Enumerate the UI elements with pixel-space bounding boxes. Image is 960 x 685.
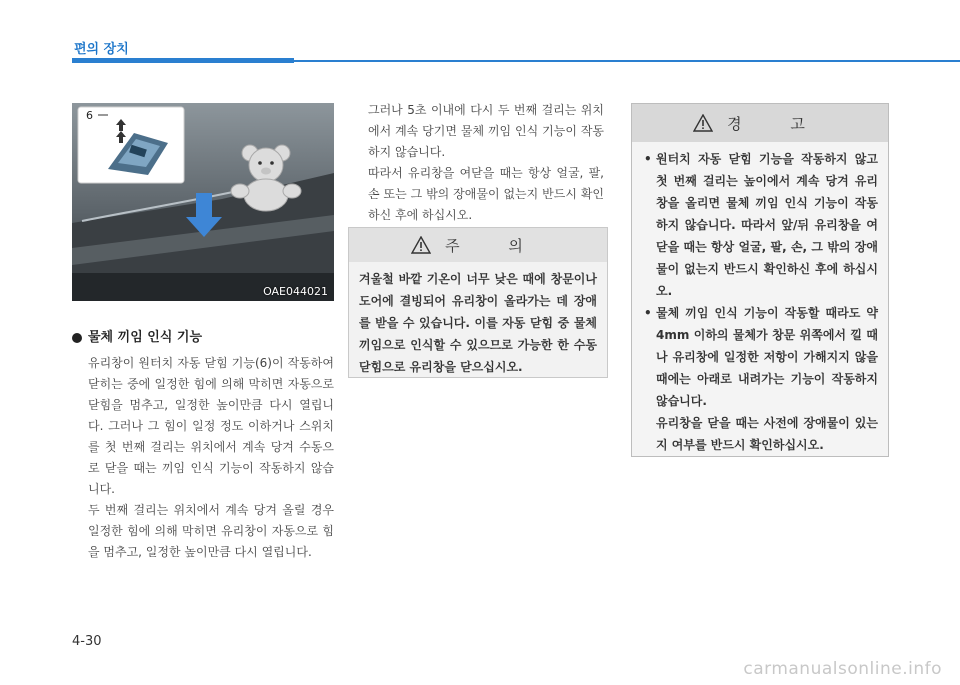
figure-code: OAE044021 bbox=[263, 285, 328, 298]
body-paragraph: 유리창이 원터치 자동 닫힘 기능(6)이 작동하여 닫히는 중에 일정한 힘에 의해 막히면 자동으로 닫힘을 멈추고, 일정한 높이만큼 다시 열립니다. 그러나 그 힘이 일정 정도 이하거나 스위치를 첫 번째 걸리는 위치에서 계속 당겨 수동으로 닫을 때는 끼임 인식 기능이 작동하지 않습니다. bbox=[88, 356, 334, 496]
section-heading bbox=[72, 326, 202, 345]
body-paragraph: 그러나 5초 이내에 다시 두 번째 걸리는 위치에서 계속 당기면 물체 끼임 인식 기능이 작동하지 않습니다. bbox=[368, 103, 604, 159]
page-number: 4-30 bbox=[72, 634, 102, 649]
watermark: carmanualsonline.info bbox=[743, 659, 942, 679]
section-title-text: 물체 끼임 인식 기능 bbox=[88, 330, 203, 345]
caution-text: 겨울철 바깥 기온이 너무 낮은 때에 창문이나 도어에 결빙되어 유리창이 올라가는 데 장애를 받을 수 있습니다. 이를 자동 닫힘 중 물체 끼임으로 인식할 수 있으므로 가능한 한 수동 닫힘으로 유리창을 닫으십시오. bbox=[359, 272, 597, 374]
window-photo bbox=[72, 103, 334, 301]
warning-triangle-icon bbox=[693, 114, 713, 132]
warning-header bbox=[632, 104, 888, 142]
bullet-dot-icon bbox=[72, 333, 82, 343]
header-accent-bar bbox=[72, 58, 294, 63]
header-rule bbox=[294, 60, 960, 62]
caution-header bbox=[349, 228, 607, 262]
chapter-title: 편의 장치 bbox=[74, 42, 129, 57]
caution-title: 주 의 bbox=[445, 236, 545, 255]
caution-triangle-icon bbox=[411, 236, 431, 254]
warning-item-extra: 유리창을 닫을 때는 사전에 장애물이 있는지 여부를 반드시 확인하십시오. bbox=[656, 416, 878, 452]
car-door-illustration bbox=[72, 103, 334, 301]
callout-number: 6 bbox=[86, 109, 93, 122]
body-paragraph: 두 번째 걸리는 위치에서 계속 당겨 올릴 경우 일정한 힘에 의해 막히면 유리창이 자동으로 힘을 멈추고, 일정한 높이만큼 다시 열립니다. bbox=[88, 503, 334, 559]
warning-title: 경 고 bbox=[727, 114, 827, 133]
warning-box bbox=[631, 103, 889, 457]
warning-list bbox=[632, 142, 888, 456]
warning-item: • 원터치 자동 닫힘 기능을 작동하지 않고 첫 번째 걸리는 높이에서 계속 당겨 유리창을 올리면 물체 끼임 인식 기능이 작동하지 않습니다. 따라서 앞/뒤 유리창을 여닫을 때는 항상 얼굴, 팔, 손, 그 밖의 장애물이 없는지 반드시 확인하신 후에 하십시오. bbox=[644, 148, 878, 302]
section-body bbox=[88, 353, 334, 563]
body-paragraph: 따라서 유리창을 여닫을 때는 항상 얼굴, 팔, 손 또는 그 밖의 장애물이 없는지 반드시 확인하신 후에 하십시오. bbox=[368, 166, 604, 222]
window-switch-inset bbox=[78, 107, 184, 183]
warning-item: • 물체 끼임 인식 기능이 작동할 때라도 약 4mm 이하의 물체가 창문 위쪽에서 낄 때나 유리창에 일정한 저항이 가해지지 않을 때에는 아래로 내려가는 기능이 작동하지 않습니다. 유리창을 닫을 때는 사전에 장애물이 있는지 여부를 반드시 확인하십시오. bbox=[644, 302, 878, 456]
caution-box bbox=[348, 227, 608, 378]
middle-body bbox=[368, 100, 604, 226]
